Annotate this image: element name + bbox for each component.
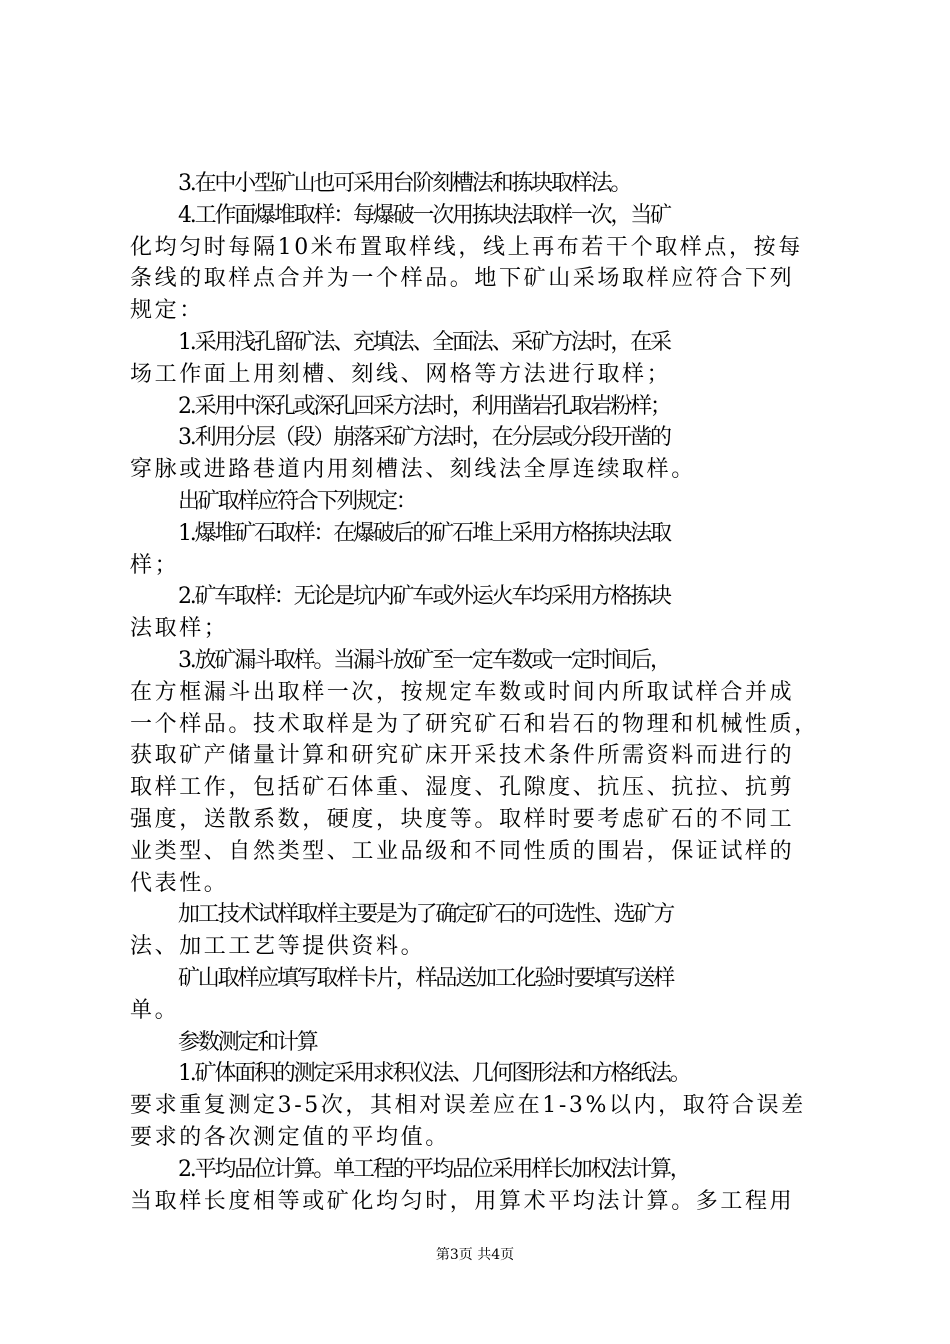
text-line: 1.采用浅孔留矿法、充填法、全面法、采矿方法时，在采 xyxy=(178,330,670,355)
page-number-footer: 第3页 共4页 xyxy=(435,1247,515,1263)
text-line: 1.爆堆矿石取样：在爆破后的矿石堆上采用方格拣块法取 xyxy=(178,520,670,546)
text-line: 在方框漏斗出取样一次，按规定车数或时间内所取试样合并成 xyxy=(130,679,795,705)
text-line: 要求重复测定3-5次，其相对误差应在1-3%以内，取符合误差 xyxy=(130,1093,806,1119)
text-line: 场工作面上用刻槽、刻线、网格等方法进行取样； xyxy=(130,361,672,387)
text-line: 业类型、自然类型、工业品级和不同性质的围岩，保证试样的 xyxy=(130,838,795,864)
text-line: 强度，送散系数，硬度，块度等。取样时要考虑矿石的不同工 xyxy=(130,807,795,832)
text-line: 法、加工工艺等提供资料。 xyxy=(130,934,426,960)
text-line: 代表性。 xyxy=(130,870,229,896)
text-line: 2.采用中深孔或深孔回采方法时，利用凿岩孔取岩粉样； xyxy=(178,393,670,419)
text-line: 3.放矿漏斗取样。当漏斗放矿至一定车数或一定时间后， xyxy=(178,648,670,673)
text-line: 3.在中小型矿山也可采用台阶刻槽法和拣块取样法。 xyxy=(178,171,631,196)
text-line: 矿山取样应填写取样卡片，样品送加工化验时要填写送样 xyxy=(178,966,674,991)
text-line: 取样工作，包括矿石体重、湿度、孔隙度、抗压、抗拉、抗剪 xyxy=(130,775,795,801)
text-line: 2.平均品位计算。单工程的平均品位采用样长加权法计算， xyxy=(178,1156,690,1182)
text-line: 样； xyxy=(130,552,180,578)
text-line: 法取样； xyxy=(130,616,229,642)
text-line: 穿脉或进路巷道内用刻槽法、刻线法全厚连续取样。 xyxy=(130,457,696,483)
text-line: 参数测定和计算 xyxy=(178,1029,317,1055)
text-line: 规定： xyxy=(130,298,204,324)
text-line: 加工技术试样取样主要是为了确定矿石的可选性、选矿方 xyxy=(178,902,674,928)
text-line: 化均匀时每隔10米布置取样线，线上再布若干个取样点，按每 xyxy=(130,234,803,260)
text-line: 单。 xyxy=(130,997,180,1023)
text-line: 获取矿产储量计算和研究矿床开采技术条件所需资料而进行的 xyxy=(130,743,795,769)
text-line: 4.工作面爆堆取样：每爆破一次用拣块法取样一次，当矿 xyxy=(178,202,670,228)
text-line: 1.矿体面积的测定采用求积仪法、几何图形法和方格纸法。 xyxy=(178,1061,690,1087)
text-line: 当取样长度相等或矿化均匀时，用算术平均法计算。多工程用 xyxy=(130,1188,795,1214)
text-line: 条线的取样点合并为一个样品。地下矿山采场取样应符合下列 xyxy=(130,266,795,292)
text-line: 要求的各次测定值的平均值。 xyxy=(130,1125,450,1150)
text-line: 出矿取样应符合下列规定： xyxy=(178,489,416,514)
text-line: 一个样品。技术取样是为了研究矿石和岩石的物理和机械性质， xyxy=(130,711,819,737)
text-line: 3.利用分层（段）崩落采矿方法时，在分层或分段开凿的 xyxy=(178,425,670,451)
text-line: 2.矿车取样：无论是坑内矿车或外运火车均采用方格拣块 xyxy=(178,584,670,610)
